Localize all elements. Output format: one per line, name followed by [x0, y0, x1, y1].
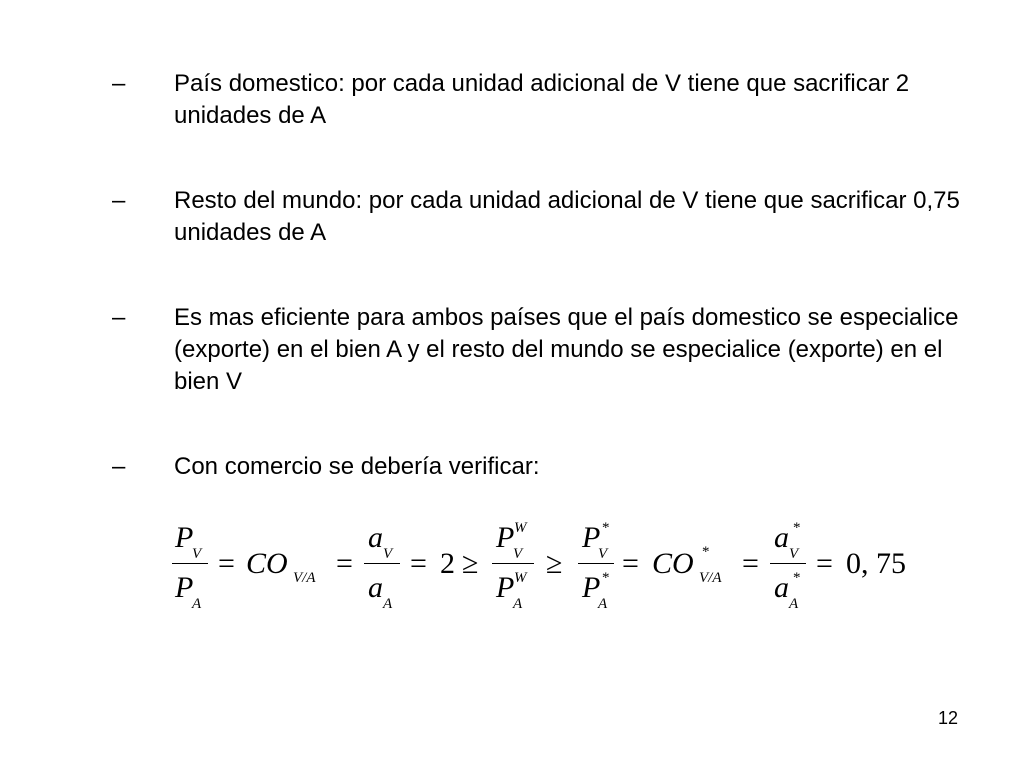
eq-frac5-bar: [770, 563, 806, 564]
bullet-text: Con comercio se debería verificar:: [174, 453, 540, 480]
eq-frac2-den: a: [368, 571, 383, 604]
eq-frac4-den: P: [582, 571, 601, 604]
eq-frac1-num-sub: V: [192, 546, 202, 562]
eq-equals: =: [336, 547, 353, 580]
eq-co: CO: [246, 547, 288, 580]
eq-equals: =: [622, 547, 639, 580]
eq-frac3-num-sub: V: [513, 546, 523, 562]
eq-frac4-num-sub: V: [598, 546, 608, 562]
eq-frac5-den-sub: A: [789, 596, 799, 612]
eq-frac1-num: P: [175, 521, 194, 554]
eq-geq: ≥: [462, 547, 479, 580]
eq-frac3-den-sub: A: [513, 596, 523, 612]
bullet-dash: –: [112, 187, 126, 214]
bullet-3: [112, 302, 972, 398]
trade-equation: [0, 505, 1024, 625]
eq-two: 2: [440, 547, 455, 580]
eq-frac2-num-sub: V: [383, 546, 393, 562]
eq-frac3-num: P: [496, 521, 515, 554]
bullet-2: [112, 185, 972, 249]
bullet-text: Resto del mundo: por cada unidad adicional de V tiene que sacrificar 0,75 unidades de A: [174, 187, 960, 246]
eq-frac5-num: a: [774, 521, 789, 554]
eq-frac5-den: a: [774, 571, 789, 604]
eq-frac4-bar: [578, 563, 614, 564]
bullet-text: Es mas eficiente para ambos países que el país domestico se especialice (exporte) en el bien A y el resto del mundo se especialice (exporte) en el bien V: [174, 304, 959, 395]
eq-result: 0, 75: [846, 547, 906, 580]
eq-equals: =: [742, 547, 759, 580]
bullet-dash: –: [112, 70, 126, 97]
eq-co-sub: V/A: [293, 570, 316, 586]
eq-frac4-den-sup: *: [602, 570, 610, 586]
eq-frac3-bar: [492, 563, 534, 564]
eq-frac1-den: P: [175, 571, 194, 604]
eq-equals: =: [816, 547, 833, 580]
bullet-1: [112, 68, 972, 132]
page-number: 12: [938, 708, 959, 728]
eq-frac4-den-sub: A: [598, 596, 608, 612]
bullet-dash: –: [112, 304, 126, 331]
eq-frac5-num-sub: V: [789, 546, 799, 562]
eq-frac1-bar: [172, 563, 208, 564]
eq-frac5-den-sup: *: [793, 570, 801, 586]
eq-co-star: CO: [652, 547, 694, 580]
bullet-text: País domestico: por cada unidad adicional de V tiene que sacrificar 2 unidades de A: [174, 70, 910, 129]
eq-frac2-den-sub: A: [383, 596, 393, 612]
eq-frac4-num: P: [582, 521, 601, 554]
eq-equals: =: [410, 547, 427, 580]
eq-frac3-num-sup: W: [514, 520, 527, 536]
eq-frac4-num-sup: *: [602, 520, 610, 536]
eq-frac3-den-sup: W: [514, 570, 527, 586]
eq-frac3-den: P: [496, 571, 515, 604]
eq-frac2-num: a: [368, 521, 383, 554]
eq-geq: ≥: [546, 547, 563, 580]
eq-frac1-den-sub: A: [192, 596, 202, 612]
eq-frac5-num-sup: *: [793, 520, 801, 536]
eq-co-star-sup: *: [702, 544, 710, 560]
eq-frac2-bar: [364, 563, 400, 564]
bullet-4: [112, 451, 972, 483]
eq-equals: =: [218, 547, 235, 580]
bullet-dash: –: [112, 453, 126, 480]
eq-co-star-sub: V/A: [699, 570, 722, 586]
